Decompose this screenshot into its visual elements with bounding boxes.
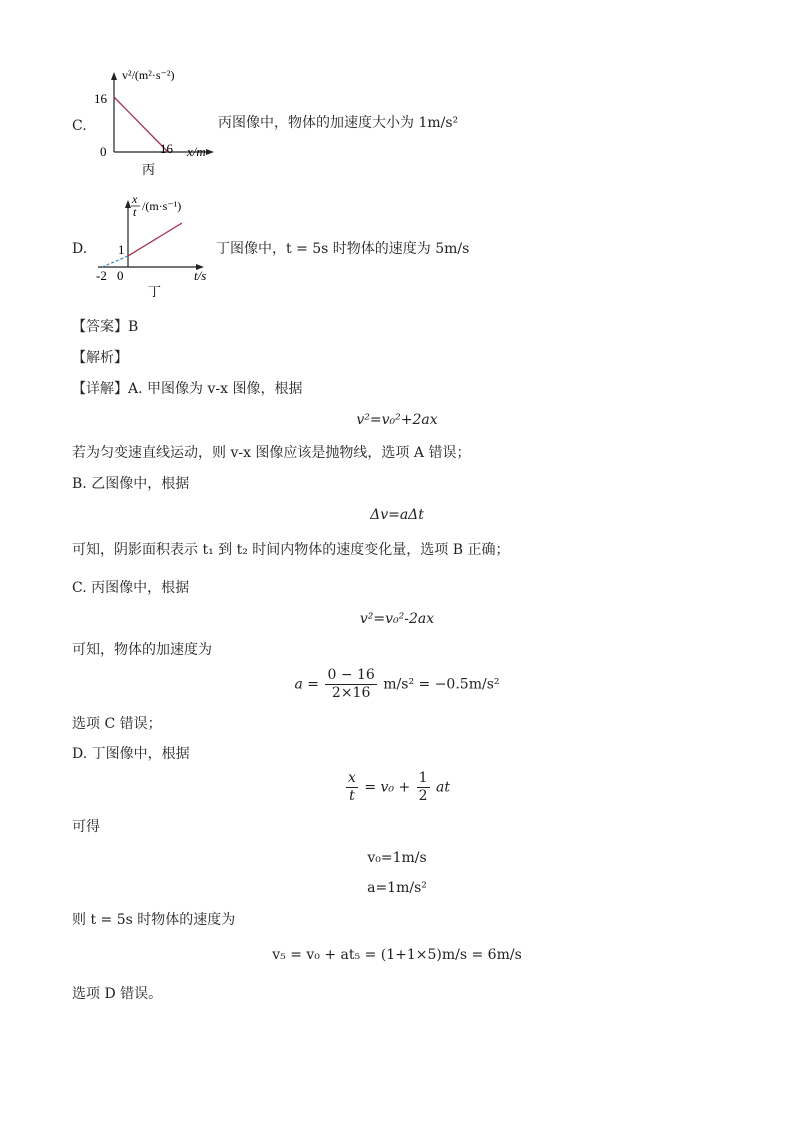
y-label-unit: /(m·s⁻¹) (142, 199, 182, 213)
graph-caption: 丁 (148, 284, 162, 299)
detail-a-intro-text: A. 甲图像为 v-x 图像，根据 (128, 381, 303, 397)
equation-v0: v₀=1m/s (367, 850, 427, 866)
equation-v5: v₅ = v₀ + at₅ = (1+1×5)m/s = 6m/s (272, 947, 522, 963)
y-label-num: x (132, 192, 138, 206)
detail-d-intro: D. 丁图像中，根据 (72, 746, 190, 762)
detail-a-conclusion: 若为匀变速直线运动，则 v-x 图像应该是抛物线，选项 A 错误； (72, 445, 471, 461)
detail-b-intro: B. 乙图像中，根据 (72, 476, 190, 492)
y-axis-arrow (111, 72, 117, 80)
graph-caption: 丙 (142, 162, 156, 177)
calc-lhs: a = (294, 676, 320, 693)
equation-c: v²=v₀²-2ax (359, 611, 435, 627)
answer-label: 【答案】 (72, 319, 128, 335)
origin-label: 0 (100, 144, 107, 159)
equation-a: v²=v₀²+2ax (356, 412, 438, 428)
x-axis-label: t/s (194, 268, 207, 283)
calc-rhs: m/s² = −0.5m/s² (383, 676, 500, 693)
eq-d-fraction-left (346, 770, 358, 805)
y-tick-16: 16 (94, 91, 107, 106)
calc-fraction (325, 667, 376, 702)
option-c-label: C. (72, 118, 87, 134)
calc-denominator: 2×16 (331, 685, 371, 701)
graph-ding (90, 188, 220, 302)
eq-d-mid: = v₀ + (364, 779, 411, 796)
y-tick-1: 1 (118, 242, 125, 257)
eq-d-den-right: 2 (418, 788, 428, 804)
detail-c-mid: 可知，物体的加速度为 (72, 642, 212, 658)
detail-d-conclusion: 选项 D 错误。 (72, 986, 163, 1002)
dashed-extension (102, 256, 128, 267)
y-axis-arrow (125, 200, 131, 208)
eq-d-den-left: t (349, 788, 355, 804)
x-axis-arrow (206, 149, 214, 155)
x-tick-16: 16 (160, 141, 173, 156)
analysis-heading: 【解析】 (72, 350, 128, 366)
detail-label: 【详解】 (72, 381, 128, 397)
detail-b-conclusion: 可知，阴影面积表示 t₁ 到 t₂ 时间内物体的速度变化量，选项 B 正确； (72, 542, 510, 558)
origin-label: 0 (117, 268, 124, 283)
x-axis-label: x/m (187, 144, 206, 159)
calc-numerator: 0 − 16 (327, 667, 375, 683)
x-over-t-line (128, 223, 182, 256)
detail-a-intro (72, 380, 302, 398)
answer-value: B (128, 319, 139, 335)
detail-d-mid: 可得 (72, 819, 100, 835)
eq-d-num-right: 1 (418, 770, 428, 786)
option-d-statement: 丁图像中，t = 5s 时物体的速度为 5m/s (216, 241, 470, 257)
equation-b: Δv=aΔt (370, 507, 424, 523)
eq-d-fraction-right (417, 770, 430, 805)
answer (72, 318, 138, 336)
graph-bing (90, 64, 220, 180)
equation-c-calc (0, 667, 794, 702)
x-tick-neg2: -2 (96, 268, 107, 283)
y-label-den: t (133, 205, 137, 219)
y-axis-label: v²/(m²·s⁻²) (122, 68, 175, 82)
option-d-label: D. (72, 241, 88, 257)
detail-d-speed-intro: 则 t = 5s 时物体的速度为 (72, 912, 236, 928)
equation-a-value: a=1m/s² (367, 880, 427, 896)
eq-d-end: at (436, 779, 451, 796)
detail-c-conclusion: 选项 C 错误； (72, 716, 162, 732)
detail-c-intro: C. 丙图像中，根据 (72, 580, 190, 596)
equation-d (0, 770, 794, 805)
option-c-statement: 丙图像中，物体的加速度大小为 1m/s² (218, 115, 459, 131)
eq-d-num-left: x (347, 770, 356, 786)
